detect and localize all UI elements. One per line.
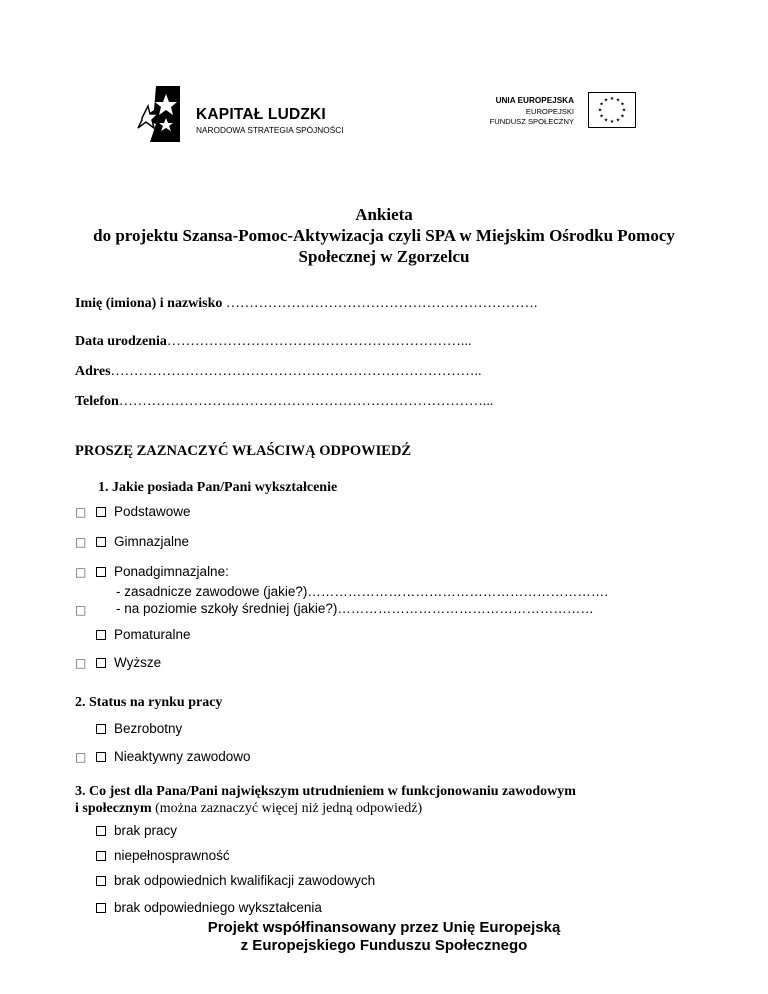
svg-text:★: ★ <box>620 101 625 108</box>
checkbox[interactable] <box>96 724 106 734</box>
placeholder-glyph-icon: □ <box>75 565 87 579</box>
svg-text:★: ★ <box>615 117 621 124</box>
title-line-3: Społecznej w Zgorzelcu <box>298 247 470 266</box>
svg-text:★: ★ <box>603 97 609 104</box>
eu-line-1: UNIA EUROPEJSKA <box>495 96 574 105</box>
question-2-label: 2. Status na rynku pracy <box>75 695 223 710</box>
title-line-1: Ankieta <box>355 205 413 224</box>
kapital-ludzki-subtitle: NARODOWA STRATEGIA SPÓJNOŚCI <box>196 125 344 135</box>
address-field[interactable] <box>75 364 482 380</box>
svg-text:★: ★ <box>597 107 603 114</box>
option-label: Podstawowe <box>114 504 191 519</box>
placeholder-glyph-icon: □ <box>75 505 87 519</box>
option-label: brak odpowiednich kwalifikacji zawodowych <box>114 873 376 888</box>
footer-line-1: Projekt współfinansowany przez Unię Europejską <box>207 919 561 936</box>
checkbox[interactable] <box>96 851 106 861</box>
instruction-heading: PROSZĘ ZAZNACZYĆ WŁAŚCIWĄ ODPOWIEDŹ <box>75 443 412 459</box>
eu-flag-icon <box>588 92 636 128</box>
address-dots: …………………………………………………………………….. <box>110 364 482 379</box>
checkbox[interactable] <box>96 826 106 836</box>
checkbox[interactable] <box>96 903 106 913</box>
name-field[interactable] <box>75 296 537 312</box>
placeholder-glyph-icon: □ <box>75 656 87 670</box>
svg-text:★: ★ <box>620 113 625 120</box>
option-label: niepełnosprawność <box>114 848 230 863</box>
svg-text:★: ★ <box>615 97 621 104</box>
placeholder-glyph-icon: □ <box>75 750 87 764</box>
option-label: brak pracy <box>114 823 178 838</box>
svg-text:★: ★ <box>609 119 615 125</box>
kapital-ludzki-emblem-icon <box>136 84 188 144</box>
phone-field[interactable] <box>75 394 493 410</box>
option-label: Ponadgimnazjalne: <box>114 564 229 579</box>
q1-option-wyzsze[interactable] <box>96 655 161 670</box>
q1-option-pomaturalne[interactable] <box>96 627 191 642</box>
name-dots: …………………………………………………………. <box>222 296 538 311</box>
checkbox[interactable] <box>96 658 106 668</box>
svg-text:★: ★ <box>599 101 604 108</box>
phone-label: Telefon <box>75 394 119 409</box>
address-label: Adres <box>75 364 111 379</box>
option-label: brak odpowiedniego wykształcenia <box>114 900 322 915</box>
option-label: Wyższe <box>114 655 162 670</box>
option-label: Bezrobotny <box>114 721 183 736</box>
eu-text <box>490 96 574 128</box>
question-1-label: 1. Jakie posiada Pan/Pani wykształcenie <box>98 480 338 495</box>
checkbox[interactable] <box>96 630 106 640</box>
birth-date-label: Data urodzenia <box>75 334 167 349</box>
document-title <box>0 204 768 267</box>
phone-dots: ……………………………………………………………………... <box>118 394 494 409</box>
placeholder-glyph-icon: □ <box>75 603 87 617</box>
checkbox[interactable] <box>96 567 106 577</box>
eu-line-3: FUNDUSZ SPOŁECZNY <box>489 117 574 127</box>
q3-option-niepelnosprawnosc[interactable] <box>96 848 230 863</box>
question-3-label-line-2 <box>75 801 422 817</box>
q1-sub-srednia[interactable]: - na poziomie szkoły średniej (jakie?)………………………………………………… <box>116 601 594 616</box>
svg-text:★: ★ <box>621 107 627 114</box>
q1-sub-zasadnicze[interactable]: - zasadnicze zawodowe (jakie?)…………………………………………………………. <box>116 584 609 599</box>
option-label: Gimnazjalne <box>114 534 190 549</box>
q3-option-kwalifikacje[interactable] <box>96 873 375 888</box>
option-label: Pomaturalne <box>114 627 191 642</box>
svg-text:★: ★ <box>609 96 615 102</box>
question-3-bold-part: i społecznym <box>75 801 152 816</box>
placeholder-glyph-icon: □ <box>75 535 87 549</box>
checkbox[interactable] <box>96 507 106 517</box>
q3-option-brak-pracy[interactable] <box>96 823 177 838</box>
q2-option-nieaktywny[interactable] <box>96 749 251 764</box>
checkbox[interactable] <box>96 537 106 547</box>
q2-option-bezrobotny[interactable] <box>96 721 182 736</box>
question-3-note: (można zaznaczyć więcej niż jedną odpowiedź) <box>151 801 423 816</box>
q1-option-ponadgimnazjalne[interactable] <box>96 564 229 579</box>
footer-line-2: z Europejskiego Funduszu Społecznego <box>240 937 528 954</box>
kapital-ludzki-title: KAPITAŁ LUDZKI <box>196 106 326 123</box>
q3-option-wyksztalcenie[interactable] <box>96 900 322 915</box>
checkbox[interactable] <box>96 752 106 762</box>
footer <box>0 919 768 955</box>
q1-option-gimnazjalne[interactable] <box>96 534 189 549</box>
birth-date-field[interactable] <box>75 334 471 350</box>
svg-text:★: ★ <box>603 117 609 124</box>
eu-line-2: EUROPEJSKI <box>525 106 574 116</box>
birth-date-dots: ………………………………………………………... <box>166 334 472 349</box>
q1-option-podstawowe[interactable] <box>96 504 191 519</box>
option-label: Nieaktywny zawodowo <box>114 749 251 764</box>
eu-logo <box>482 90 642 130</box>
question-3-label-line-1: 3. Co jest dla Pana/Pani największym utrudnieniem w funkcjonowaniu zawodowym <box>75 784 576 799</box>
kapital-ludzki-logo <box>136 84 356 144</box>
title-line-2: do projektu Szansa-Pomoc-Aktywizacja czyli SPA w Miejskim Ośrodku Pomocy <box>93 226 675 245</box>
svg-text:★: ★ <box>599 113 604 120</box>
name-label: Imię (imiona) i nazwisko <box>75 296 223 311</box>
checkbox[interactable] <box>96 876 106 886</box>
